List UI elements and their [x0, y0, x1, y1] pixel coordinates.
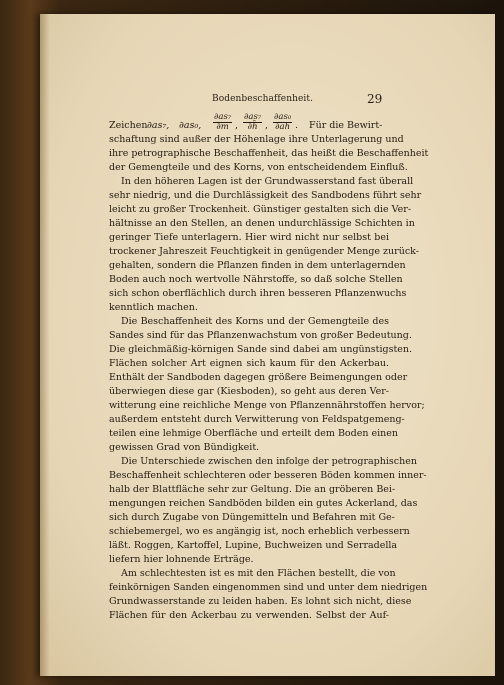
text-line: außerdem entsteht durch Verwitterung von Feldspatgemeng-	[109, 414, 405, 425]
text-line: der Gemengteile und des Korns, von entscheidendem Einfluß.	[109, 162, 408, 173]
text-line: Die Unterschiede zwischen den infolge der petrographischen	[121, 456, 417, 467]
text-line: liefern hier lohnende Erträge.	[109, 554, 254, 565]
text-line: gewissen Grad von Bündigkeit.	[109, 442, 260, 453]
fraction-2-numerator: ∂as₇	[244, 112, 262, 122]
formula-prefix: Zeichen	[109, 120, 148, 131]
formula-line: Zeichen ∂as₇, ∂as₀, $\frac{\text{∂as₇}}{\partial m}$ , $\frac{\text{∂as₇}}{\partial h̄}$ , $\frac{\text{∂as₀}}{\partial ah}$ . Für die Bewirt-	[109, 112, 383, 132]
text-line: Am schlechtesten ist es mit den Flächen bestellt, die von	[121, 568, 396, 579]
text-line: teilen eine lehmige Oberfläche und erteilt dem Boden einen	[109, 428, 399, 439]
text-line: Die gleichmäßig-körnigen Sande sind dabei am ungünstigsten.	[109, 344, 413, 355]
text-line: gehalten, sondern die Pflanzen finden in dem unterlagernden	[109, 260, 406, 271]
text-line: feinkörnigen Sanden eingenommen sind und unter dem niedrigen	[109, 582, 428, 593]
formula-term-2: ∂as₀,	[179, 120, 202, 131]
text-line: hältnisse an den Stellen, an denen undurchlässige Schichten in	[109, 218, 415, 229]
text-line: halb der Blattfläche sehr zur Geltung. Die an gröberen Bei-	[109, 484, 396, 495]
body-text	[109, 112, 429, 623]
text-line: Boden auch noch wertvolle Nährstoffe, so daß solche Stellen	[109, 274, 403, 285]
page-number: 29	[367, 92, 383, 106]
text-line: witterung eine reichliche Menge von Pflanzennährstoffen hervor;	[109, 400, 425, 411]
formula-fraction-1	[213, 113, 232, 132]
fraction-3-numerator: ∂as₀	[274, 112, 292, 122]
fraction-3-denominator: ∂ah	[275, 122, 291, 132]
text-line: Flächen solcher Art eignen sich kaum für den Ackerbau.	[109, 358, 389, 369]
text-line: Enthält der Sandboden dagegen größere Beimengungen oder	[109, 372, 408, 383]
text-line: Beschaffenheit schlechteren oder besseren Böden kommen inner-	[109, 470, 427, 481]
text-line: schiebemergel, wo es angängig ist, noch erheblich verbessern	[109, 526, 410, 537]
formula-fraction-2	[243, 113, 262, 132]
text-line: läßt. Roggen, Kartoffel, Lupine, Buchweizen und Serradella	[109, 540, 398, 551]
text-line: schaftung sind außer der Höhenlage ihre Unterlagerung und	[109, 134, 404, 145]
text-line: Grundwasserstande zu leiden haben. Es lohnt sich nicht, diese	[109, 596, 412, 607]
formula-suffix: Für die Bewirt-	[309, 120, 383, 131]
text-line: Flächen für den Ackerbau zu verwenden. Selbst der Auf-	[109, 610, 389, 621]
text-line: trockener Jahreszeit Feuchtigkeit in genügender Menge zurück-	[109, 246, 419, 257]
text-line: ihre petrographische Beschaffenheit, das heißt die Beschaffenheit	[109, 148, 429, 159]
text-line: In den höheren Lagen ist der Grundwasserstand fast überall	[121, 176, 414, 187]
fraction-1-denominator: ∂m	[216, 122, 229, 132]
text-line: Sandes sind für das Pflanzenwachstum von großer Bedeutung.	[109, 330, 412, 341]
text-line: Die Beschaffenheit des Korns und der Gemengteile des	[121, 316, 389, 327]
text-line: sehr niedrig, und die Durchlässigkeit des Sandbodens führt sehr	[109, 190, 422, 201]
page-gutter-shadow	[40, 14, 50, 676]
page-header	[0, 94, 504, 110]
text-line: überwiegen diese gar (Kiesboden), so geht aus deren Ver-	[109, 386, 389, 397]
text-line: geringer Tiefe unterlagern. Hier wird nicht nur selbst bei	[109, 232, 389, 243]
text-line: mengungen reichen Sandböden bilden ein gutes Ackerland, das	[109, 498, 418, 509]
formula-fraction-3	[273, 113, 292, 132]
text-line: sich durch Zugabe von Düngemitteln und Befahren mit Ge-	[109, 512, 395, 523]
text-line: leicht zu großer Trockenheit. Günstiger gestalten sich die Ver-	[109, 204, 412, 215]
text-line: kenntlich machen.	[109, 302, 198, 313]
text-line: sich schon oberflächlich durch ihren besseren Pflanzenwuchs	[109, 288, 407, 299]
formula-term-1: ∂as₇,	[147, 120, 170, 131]
running-head: Bodenbeschaffenheit.	[212, 94, 314, 104]
fraction-1-numerator: ∂as₇	[214, 112, 232, 122]
fraction-2-denominator: ∂h̄	[247, 122, 258, 132]
